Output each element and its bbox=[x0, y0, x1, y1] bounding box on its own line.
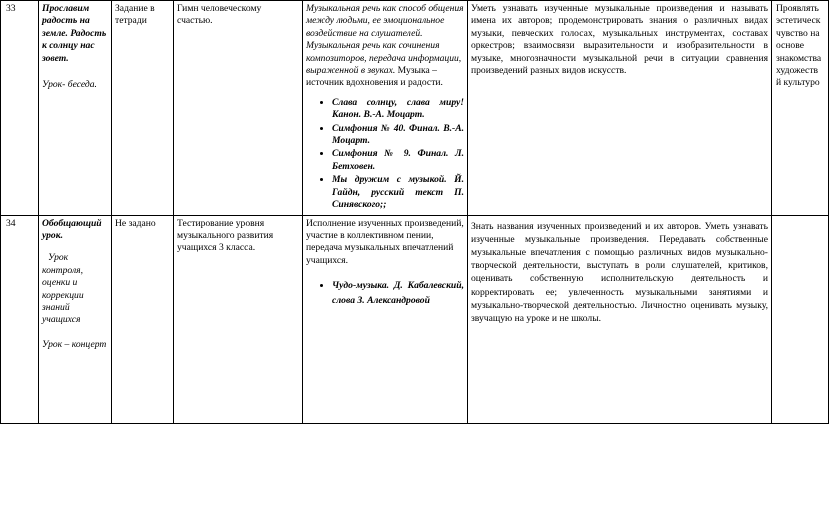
list-item: • Слава солнцу, слава миру! Канон. В.-А. Моцарт. bbox=[332, 97, 464, 122]
lesson-type-2: Урок – концерт bbox=[42, 338, 107, 350]
table-row bbox=[1, 1, 829, 216]
lesson-number: 34 bbox=[1, 215, 39, 423]
personal-line: эстетическ bbox=[776, 15, 821, 27]
lesson-type-line: учащихся bbox=[42, 314, 81, 326]
lesson-topic-cell bbox=[39, 1, 112, 216]
homework-cell: Не задано bbox=[112, 215, 174, 423]
personal-results-cell bbox=[772, 1, 829, 216]
skills-cell: Уметь узнавать изученные музыкальные произведения и называть имена их авторов; продемонстрировать знания о различных видах музыки, певческих голосах, музыкальных инструментах, составах оркестров; взаимосвязи выразительности и изобразительности в музыке, многозначности музыкальной речи в ситуации сравнения произведений разных видов искусств. bbox=[468, 1, 772, 216]
content-text-2: Музыка – источник вдохновения и радости. bbox=[306, 65, 443, 89]
lesson-number: 33 bbox=[1, 1, 39, 216]
lesson-topic-title: Прославим радость на земле. Радость к солнцу нас зовет. bbox=[42, 3, 107, 64]
personal-line: знакомства bbox=[776, 52, 822, 64]
lesson-type-line: знаний bbox=[42, 301, 70, 313]
list-item: • Симфония № 9. Финал. Л. Бетховен. bbox=[332, 148, 464, 173]
lesson-topic-cell bbox=[39, 215, 112, 423]
repertoire-cell: Гимн человеческому счастью. bbox=[174, 1, 303, 216]
personal-results-cell bbox=[772, 215, 829, 423]
content-cell bbox=[303, 215, 468, 423]
personal-line: художеств bbox=[776, 65, 819, 77]
personal-line: чувство на bbox=[776, 27, 820, 39]
content-text: Исполнение изученных произведений, участие в коллективном пении, передача музыкальных впечатлений учащихся. bbox=[306, 217, 464, 266]
lesson-type-line: контроля, bbox=[42, 264, 84, 276]
repertoire-cell: Тестирование уровня музыкального развития учащихся 3 класса. bbox=[174, 215, 303, 423]
lesson-type-line: коррекции bbox=[42, 289, 84, 301]
lesson-type-line: оценки и bbox=[42, 277, 78, 289]
content-text: Музыкальная речь как способ общения между людьми, ее эмоциональное воздействие на слушателей. Музыкальная речь как сочинения композиторов, передача информации, выраженной в звуках. bbox=[306, 3, 464, 77]
personal-line: Проявлять bbox=[776, 3, 819, 14]
skills-cell: Знать названия изученных произведений и их авторов. Уметь узнавать изученные музыкальные произведения. Передавать собственные музыкальные впечатления с помощью различных видов музыкально-творческой деятельности, выступать в роли слушателей, критиков, оценивать собственную исполнительскую деятельность и корректировать ее; увлеченность музыкальными занятиями и музыкально-творческой деятельностью. Личностно оценивать музыку, звучащую на уроке и не школы. bbox=[468, 215, 772, 423]
works-list bbox=[306, 279, 464, 308]
lesson-type-block bbox=[42, 252, 108, 264]
content-cell bbox=[303, 1, 468, 216]
table-row bbox=[1, 215, 829, 423]
personal-line: й культуро bbox=[776, 77, 820, 89]
list-item: • Симфония № 40. Финал. В.-А. Моцарт. bbox=[332, 123, 464, 148]
works-list bbox=[306, 97, 464, 212]
list-item: • Чудо-музыка. Д. Кабалевский, слова З. Александровой bbox=[332, 279, 464, 308]
lesson-type-line: Урок bbox=[48, 252, 69, 264]
lesson-type: Урок- беседа. bbox=[42, 79, 97, 91]
lesson-topic-title: Обобщающий урок. bbox=[42, 217, 102, 241]
personal-line: основе bbox=[776, 40, 804, 52]
homework-cell: Задание в тетради bbox=[112, 1, 174, 216]
lesson-type-block-2 bbox=[42, 265, 108, 327]
list-item: • Мы дружим с музыкой. Й. Гайдн, русский текст П. Синявского;; bbox=[332, 174, 464, 211]
